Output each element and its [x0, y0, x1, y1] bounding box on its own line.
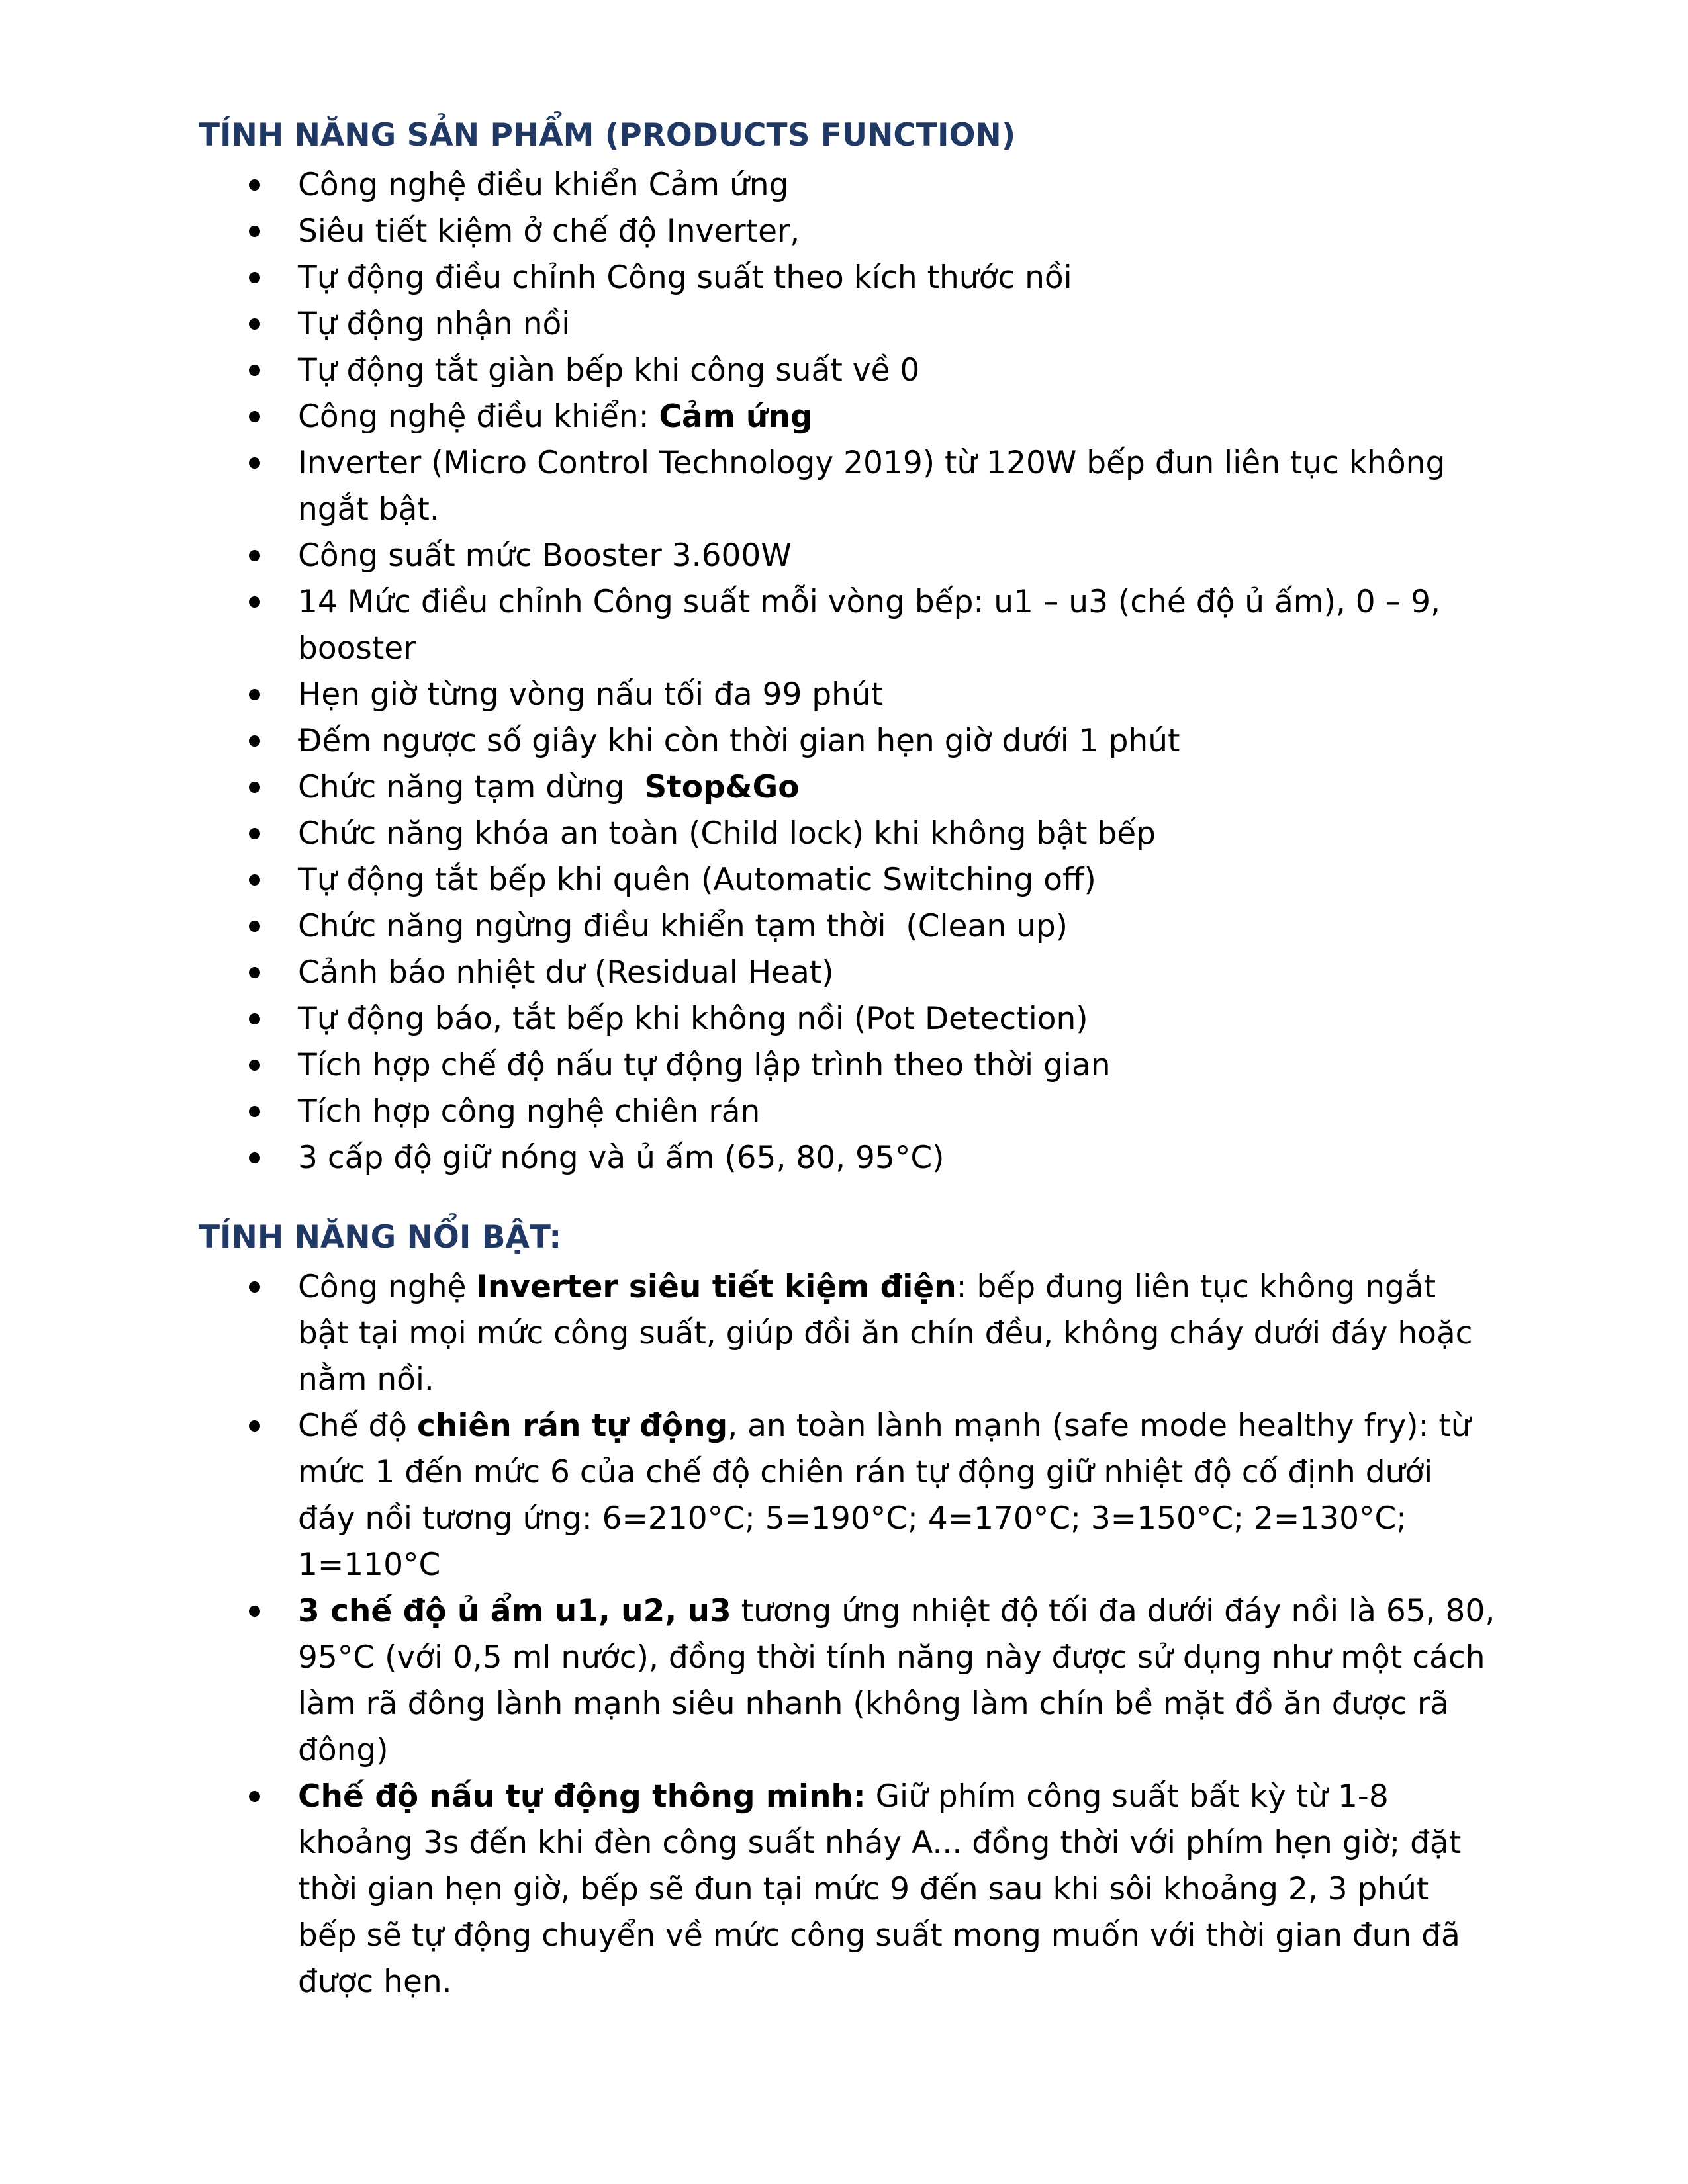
list-item-text: , an toàn lành mạnh (safe mode healthy fry): từ mức 1 đến mức 6 của chế độ chiên rán tự động giữ nhiệt độ cố định dưới đáy nồi tương ứng: 6=210°C; 5=190°C; 4=170°C; 3=150°C; 2=130°C; 1=110°C: [298, 1408, 1471, 1583]
list-item-text: Giữ phím công suất bất kỳ từ 1-8 khoảng 3s đến khi đèn công suất nháy A... đồng thời với phím hẹn giờ; đặt thời gian hẹn giờ, bếp sẽ đun tại mức 9 đến sau khi sôi khoảng 2, 3 phút bếp sẽ tự động chuyển về mức công suất mong muốn với thời gian đun đã được hẹn.: [298, 1778, 1462, 2000]
list-item: [0, 440, 1496, 533]
highlights-list: [0, 1264, 1496, 2005]
list-item-text: Chế độ: [298, 1408, 417, 1444]
list-item: [0, 1403, 1496, 1588]
list-item-bold: Stop&Go: [644, 769, 800, 805]
list-item-text: Đếm ngược số giây khi còn thời gian hẹn giờ dưới 1 phút: [298, 723, 1180, 759]
list-item: [0, 579, 1496, 672]
list-item-text: tương ứng nhiệt độ tối đa dưới đáy nồi là 65, 80, 95°C (với 0,5 ml nước), đồng thời tính năng này được sử dụng như một cách làm rã đông lành mạnh siêu nhanh (không làm chín bề mặt đồ ăn được rã đông): [298, 1593, 1495, 1768]
bullet-icon: [249, 550, 260, 561]
list-item: [0, 811, 1496, 857]
bullet-icon: [249, 411, 260, 422]
list-item: [0, 764, 1496, 811]
bullet-icon: [249, 457, 260, 469]
bullet-icon: [249, 967, 260, 978]
list-item: [0, 672, 1496, 718]
list-item: [0, 1135, 1496, 1181]
list-item: [0, 162, 1496, 208]
bullet-icon: [249, 921, 260, 932]
bullet-icon: [249, 226, 260, 237]
list-item-text: Siêu tiết kiệm ở chế độ Inverter,: [298, 213, 800, 250]
list-item-text: Cảnh báo nhiệt dư (Residual Heat): [298, 954, 834, 991]
bullet-icon: [249, 1281, 260, 1293]
list-item: [0, 255, 1496, 301]
bullet-icon: [249, 365, 260, 376]
bullet-icon: [249, 179, 260, 191]
bullet-icon: [249, 689, 260, 700]
list-item-text: Chức năng khóa an toàn (Child lock) khi không bật bếp: [298, 815, 1156, 852]
list-item-text: Tự động báo, tắt bếp khi không nồi (Pot Detection): [298, 1001, 1088, 1037]
list-item-bold: Inverter siêu tiết kiệm điện: [476, 1269, 957, 1305]
list-item-text: Công nghệ điều khiển:: [298, 398, 659, 435]
bullet-icon: [249, 596, 260, 608]
bullet-icon: [249, 1013, 260, 1024]
list-item: [0, 718, 1496, 764]
list-item: [0, 903, 1496, 950]
section-title-products-function: TÍNH NĂNG SẢN PHẨM (PRODUCTS FUNCTION): [199, 117, 1016, 154]
bullet-icon: [249, 828, 260, 839]
list-item-text: 14 Mức điều chỉnh Công suất mỗi vòng bếp: u1 – u3 (ché độ ủ ấm), 0 – 9, booster: [298, 584, 1440, 666]
bullet-icon: [249, 735, 260, 747]
list-item: [0, 1774, 1496, 2005]
bullet-icon: [249, 272, 260, 283]
products-function-list: [0, 162, 1496, 1181]
bullet-icon: [249, 1152, 260, 1163]
list-item-text: Tự động tắt bếp khi quên (Automatic Switching off): [298, 862, 1096, 898]
bullet-icon: [249, 1606, 260, 1617]
list-item: [0, 301, 1496, 347]
bullet-icon: [249, 318, 260, 330]
list-item: [0, 1264, 1496, 1403]
list-item-text: 3 cấp độ giữ nóng và ủ ấm (65, 80, 95°C): [298, 1140, 945, 1176]
list-item: [0, 950, 1496, 996]
list-item-text: Chức năng tạm dừng: [298, 769, 645, 805]
list-item-text: Công nghệ điều khiển Cảm ứng: [298, 167, 789, 203]
list-item-text: Tự động nhận nồi: [298, 306, 571, 342]
list-item: [0, 394, 1496, 440]
list-item: [0, 208, 1496, 255]
bullet-icon: [249, 1060, 260, 1071]
section-title-highlights: TÍNH NĂNG NỔI BẬT:: [199, 1219, 562, 1255]
list-item-bold: chiên rán tự động: [417, 1408, 728, 1444]
list-item-text: : bếp đung liên tục không ngắt bật tại mọi mức công suất, giúp đồi ăn chín đều, không cháy dưới đáy hoặc nằm nồi.: [298, 1269, 1473, 1398]
list-item-text: Inverter (Micro Control Technology 2019) từ 120W bếp đun liên tục không ngắt bật.: [298, 445, 1446, 527]
list-item-text: Tích hợp chế độ nấu tự động lập trình theo thời gian: [298, 1047, 1111, 1083]
list-item: [0, 1042, 1496, 1089]
list-item-text: Chức năng ngừng điều khiển tạm thời (Clean up): [298, 908, 1068, 944]
list-item: [0, 533, 1496, 579]
list-item-text: Hẹn giờ từng vòng nấu tối đa 99 phút: [298, 676, 884, 713]
bullet-icon: [249, 782, 260, 793]
list-item-text: Tích hợp công nghệ chiên rán: [298, 1093, 761, 1130]
list-item-text: Tự động tắt giàn bếp khi công suất về 0: [298, 352, 920, 388]
list-item-bold: 3 chế độ ủ ẩm u1, u2, u3: [298, 1593, 731, 1629]
list-item: [0, 857, 1496, 903]
list-item-bold: Cảm ứng: [659, 398, 813, 435]
bullet-icon: [249, 1420, 260, 1432]
list-item: [0, 1089, 1496, 1135]
bullet-icon: [249, 1791, 260, 1802]
bullet-icon: [249, 874, 260, 886]
bullet-icon: [249, 1106, 260, 1117]
list-item: [0, 1588, 1496, 1774]
list-item-text: Công suất mức Booster 3.600W: [298, 537, 792, 574]
list-item: [0, 347, 1496, 394]
list-item: [0, 996, 1496, 1042]
list-item-text: Công nghệ: [298, 1269, 477, 1305]
list-item-text: Tự động điều chỉnh Công suất theo kích thước nồi: [298, 259, 1072, 296]
list-item-bold: Chế độ nấu tự động thông minh:: [298, 1778, 866, 1815]
